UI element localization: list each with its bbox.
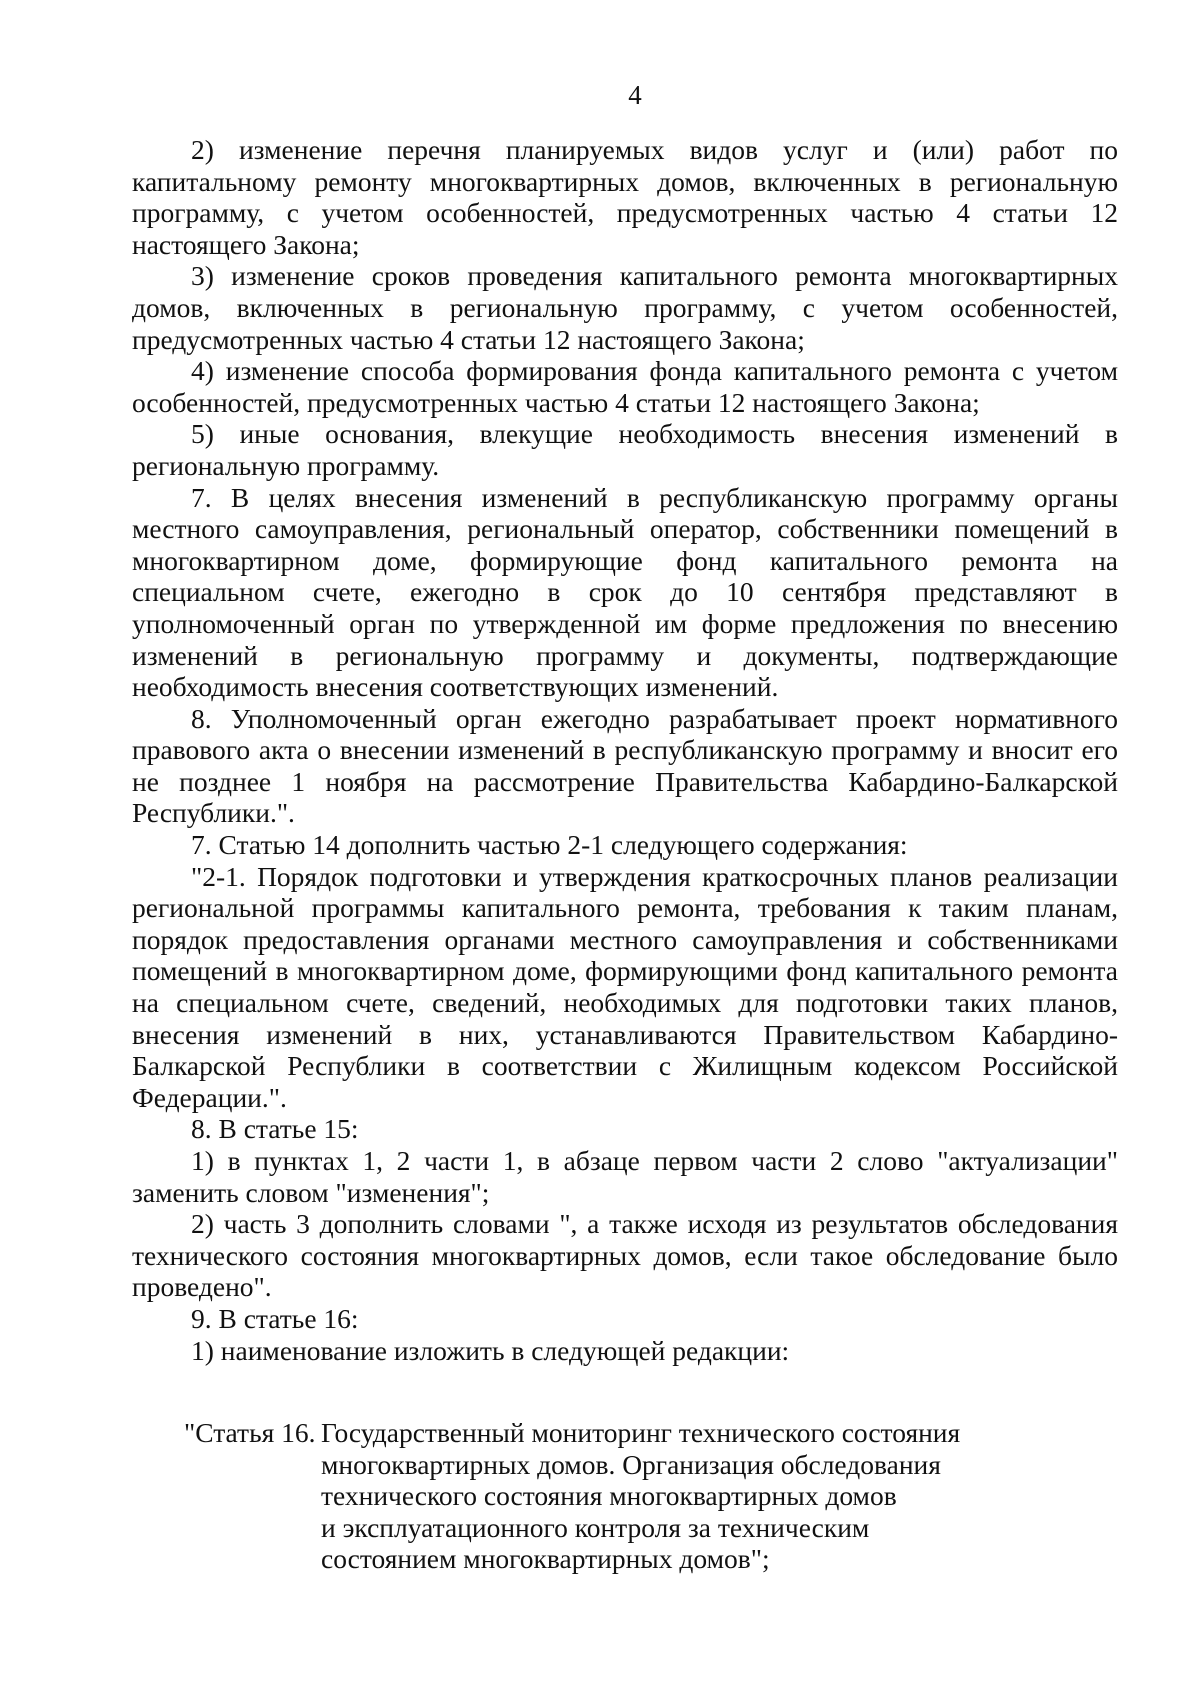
article-title-line: многоквартирных домов. Организация обследования (321, 1448, 941, 1480)
paragraph: 1) наименование изложить в следующей редакции: (191, 1334, 790, 1366)
paragraph: 8. Уполномоченный орган ежегодно разрабатывает проект нормативного правового акта о внесении изменений в республиканскую программу и вносит его не позднее 1 ноября на рассмотрение Правительства Кабардино-Балкарской Республики.". (132, 702, 1118, 829)
paragraph: 2) часть 3 дополнить словами ", а также исходя из результатов обследования технического состояния многоквартирных домов, если такое обследование было проведено". (132, 1208, 1118, 1303)
document-body (132, 134, 1118, 1366)
article-title-line: технического состояния многоквартирных домов (321, 1480, 897, 1512)
article-title-line: Государственный мониторинг технического состояния (321, 1417, 961, 1448)
article-title-lead: "Статья 16. (184, 1417, 316, 1448)
paragraph: 2) изменение перечня планируемых видов услуг и (или) работ по капитальному ремонту многоквартирных домов, включенных в региональную программу, с учетом особенностей, предусмотренных частью 4 статьи 12 настоящего Закона; (132, 134, 1118, 260)
paragraph: 5) иные основания, влекущие необходимость внесения изменений в региональную программу. (132, 418, 1118, 481)
paragraph: "2-1. Порядок подготовки и утверждения краткосрочных планов реализации региональной программы капитального ремонта, требования к таким планам, порядок предоставления органами местного самоуправления и собственниками помещений в многоквартирном доме, формирующими фонд капитального ремонта на специальном счете, сведений, необходимых для подготовки таких планов, внесения изменений в них, устанавливаются Правительством Кабардино-Балкарской Республики в соответствии с Жилищным кодексом Российской Федерации.". (132, 860, 1118, 1113)
article-title-block (184, 1417, 1084, 1575)
paragraph: 9. В статье 16: (191, 1302, 359, 1334)
paragraph: 7. Статью 14 дополнить частью 2-1 следующего содержания: (191, 829, 908, 861)
page-number: 4 (628, 80, 642, 110)
paragraph: 8. В статье 15: (191, 1113, 359, 1145)
paragraph: 3) изменение сроков проведения капитального ремонта многоквартирных домов, включенных в региональную программу, с учетом особенностей, предусмотренных частью 4 статьи 12 настоящего Закона; (132, 260, 1118, 355)
article-title-line: состоянием многоквартирных домов"; (321, 1543, 770, 1575)
article-title-first-line (184, 1417, 1084, 1449)
paragraph: 1) в пунктах 1, 2 части 1, в абзаце первом части 2 слово "актуализации" заменить словом "изменения"; (132, 1145, 1118, 1208)
article-title-line: и эксплуатационного контроля за техническим (321, 1511, 870, 1543)
paragraph: 4) изменение способа формирования фонда капитального ремонта с учетом особенностей, предусмотренных частью 4 статьи 12 настоящего Закона; (132, 355, 1118, 418)
paragraph: 7. В целях внесения изменений в республиканскую программу органы местного самоуправления, региональный оператор, собственники помещений в многоквартирном доме, формирующие фонд капитального ремонта на специальном счете, ежегодно в срок до 10 сентября представляют в уполномоченный орган по утвержденной им форме предложения по внесению изменений в региональную программу и документы, подтверждающие необходимость внесения соответствующих изменений. (132, 481, 1118, 703)
